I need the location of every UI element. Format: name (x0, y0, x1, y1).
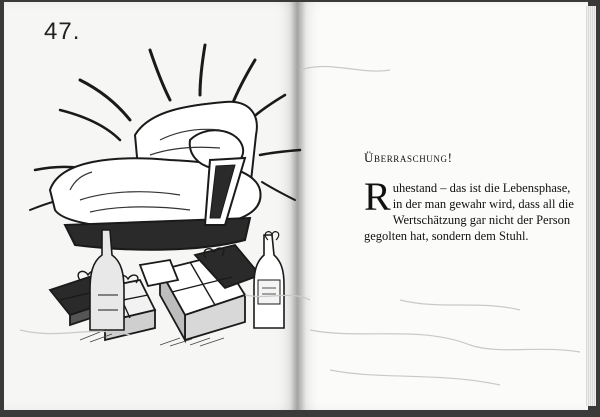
drop-cap: R (364, 174, 391, 219)
text-line: uhestand – das ist die Lebensphase, (392, 181, 571, 195)
text-line: in der man gewahr wird, dass all die (392, 197, 574, 211)
page-number: 47. (44, 18, 81, 45)
body-paragraph (364, 174, 574, 244)
page-edges (586, 6, 596, 406)
text-line: Wertschätzung gar nicht der Person (392, 213, 571, 227)
section-heading: Überraschung! (364, 150, 453, 165)
text-line: gegolten hat, sondern dem Stuhl. (364, 229, 529, 243)
armchair-gifts-illustration (20, 40, 350, 370)
